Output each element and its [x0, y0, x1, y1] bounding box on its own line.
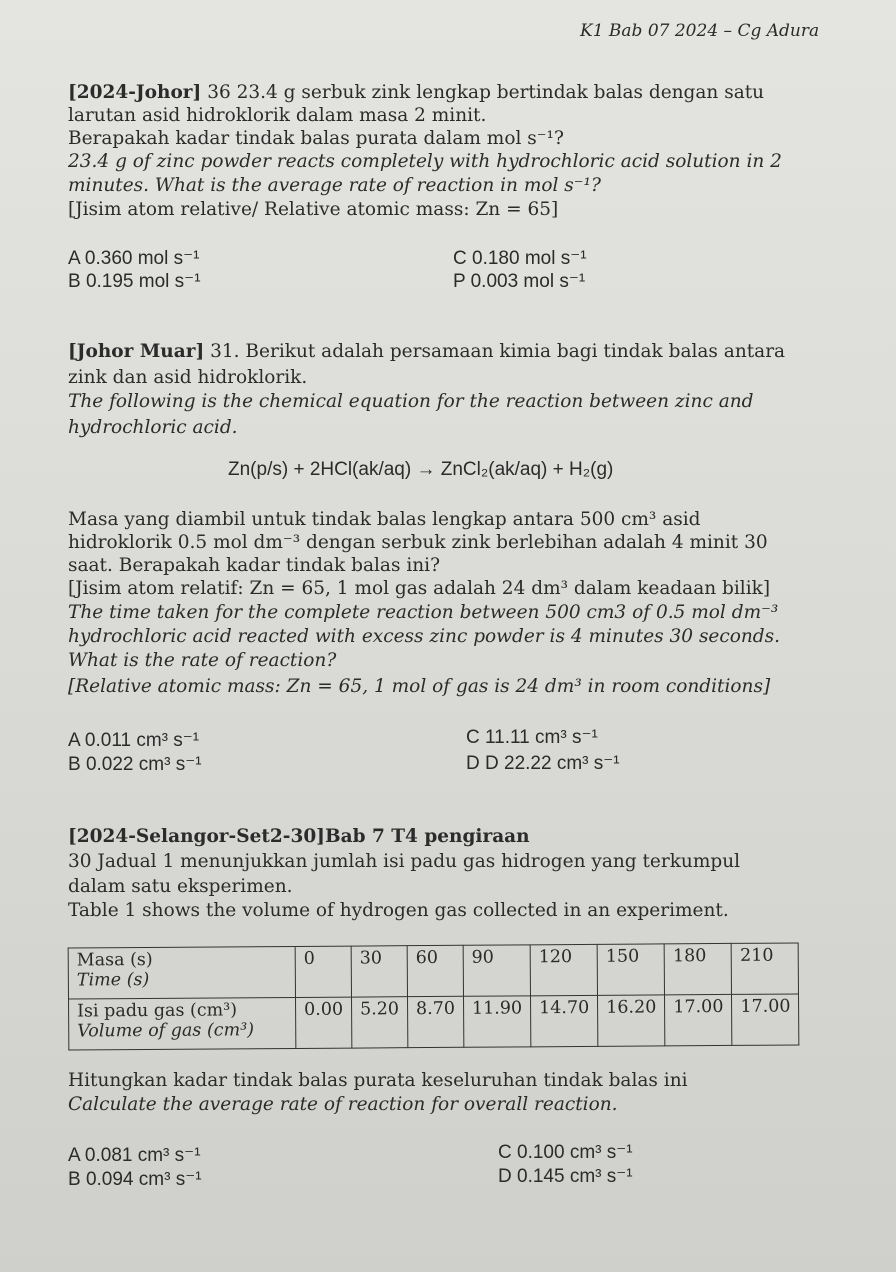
table-cell: 210	[731, 943, 798, 994]
data-table	[68, 942, 800, 1050]
table-row	[68, 943, 799, 999]
table-cell: 150	[597, 944, 664, 995]
row-header: Isi padu gas (cm³)	[77, 1000, 238, 1022]
row-header-en: Time (s)	[76, 969, 150, 991]
question-text: hidroklorik 0.5 mol dm⁻³ dengan serbuk zink berlebihan adalah 4 minit 30	[68, 532, 768, 553]
question-text: Berapakah kadar tindak balas purata dalam mol s⁻¹?	[68, 128, 564, 149]
table-cell: 16.20	[598, 995, 665, 1046]
option-a: A 0.081 cm³ s⁻¹	[68, 1145, 201, 1166]
question-text: Table 1 shows the volume of hydrogen gas collected in an experiment.	[68, 900, 729, 921]
table-cell: 8.70	[407, 996, 463, 1047]
table-cell: 0.00	[296, 997, 352, 1048]
table-cell: 11.90	[463, 996, 530, 1047]
question-tag: [2024-Selangor-Set2-30]Bab 7 T4 pengiraan	[68, 826, 530, 847]
question-note-en: [Relative atomic mass: Zn = 65, 1 mol of gas is 24 dm³ in room conditions]	[68, 676, 771, 697]
option-d: D D 22.22 cm³ s⁻¹	[466, 753, 620, 774]
option-a: A 0.360 mol s⁻¹	[68, 248, 200, 269]
question-text-en: The following is the chemical equation for the reaction between zinc and	[68, 391, 754, 412]
question-text-en: The time taken for the complete reaction between 500 cm3 of 0.5 mol dm⁻³	[68, 602, 779, 623]
option-c: C 0.180 mol s⁻¹	[453, 248, 587, 269]
question-text: larutan asid hidroklorik dalam masa 2 minit.	[68, 105, 487, 126]
row-header: Masa (s)	[76, 949, 153, 971]
table-cell: 14.70	[531, 995, 598, 1046]
question-text: 30 Jadual 1 menunjukkan jumlah isi padu gas hidrogen yang terkumpul	[68, 851, 741, 872]
question-note: [Jisim atom relative/ Relative atomic mass: Zn = 65]	[68, 199, 559, 220]
option-a: A 0.011 cm³ s⁻¹	[68, 730, 200, 751]
option-b: B 0.094 cm³ s⁻¹	[68, 1169, 202, 1190]
table-cell: 30	[351, 946, 407, 997]
question-text-en: What is the rate of reaction?	[68, 650, 337, 671]
option-d: D 0.145 cm³ s⁻¹	[498, 1166, 633, 1187]
question-text: dalam satu eksperimen.	[68, 876, 293, 897]
chemical-equation: Zn(p/s) + 2HCl(ak/aq) → ZnCl₂(ak/aq) + H₂(g)	[228, 459, 614, 480]
question-text: Hitungkan kadar tindak balas purata keseluruhan tindak balas ini	[68, 1070, 688, 1091]
table-cell: 60	[407, 945, 463, 996]
table-cell: 17.00	[665, 994, 732, 1045]
question-text: 31. Berikut adalah persamaan kimia bagi tindak balas antara	[204, 341, 786, 362]
table-cell: 90	[463, 945, 530, 996]
table-cell: 120	[530, 944, 597, 995]
option-b: B 0.195 mol s⁻¹	[68, 271, 201, 292]
question-text: 36 23.4 g serbuk zink lengkap bertindak balas dengan satu	[201, 82, 765, 103]
option-c: C 11.11 cm³ s⁻¹	[466, 727, 598, 748]
question-text: Masa yang diambil untuk tindak balas lengkap antara 500 cm³ asid	[68, 509, 701, 530]
table-cell: 17.00	[732, 994, 799, 1045]
question-text-en: minutes. What is the average rate of reaction in mol s⁻¹?	[68, 175, 601, 196]
table-cell: 0	[295, 946, 351, 997]
question-text-en: hydrochloric acid.	[68, 417, 238, 438]
question-tag: [Johor Muar]	[68, 341, 205, 362]
page-header: K1 Bab 07 2024 – Cg Adura	[580, 21, 820, 41]
question-text-en: 23.4 g of zinc powder reacts completely with hydrochloric acid solution in 2	[68, 151, 782, 172]
option-d: P 0.003 mol s⁻¹	[453, 271, 586, 292]
question-text-en: Calculate the average rate of reaction for overall reaction.	[68, 1094, 618, 1115]
row-header-en: Volume of gas (cm³)	[77, 1020, 255, 1042]
question-tag: [2024-Johor]	[68, 82, 202, 103]
table-cell: 5.20	[351, 997, 407, 1048]
question-text: saat. Berapakah kadar tindak balas ini?	[68, 555, 440, 576]
table-row	[69, 994, 800, 1050]
option-c: C 0.100 cm³ s⁻¹	[498, 1142, 633, 1163]
question-text: zink dan asid hidroklorik.	[68, 367, 308, 388]
option-b: B 0.022 cm³ s⁻¹	[68, 754, 202, 775]
question-note: [Jisim atom relatif: Zn = 65, 1 mol gas adalah 24 dm³ dalam keadaan bilik]	[68, 578, 771, 599]
table-cell: 180	[664, 943, 731, 994]
question-text-en: hydrochloric acid reacted with excess zinc powder is 4 minutes 30 seconds.	[68, 626, 781, 647]
